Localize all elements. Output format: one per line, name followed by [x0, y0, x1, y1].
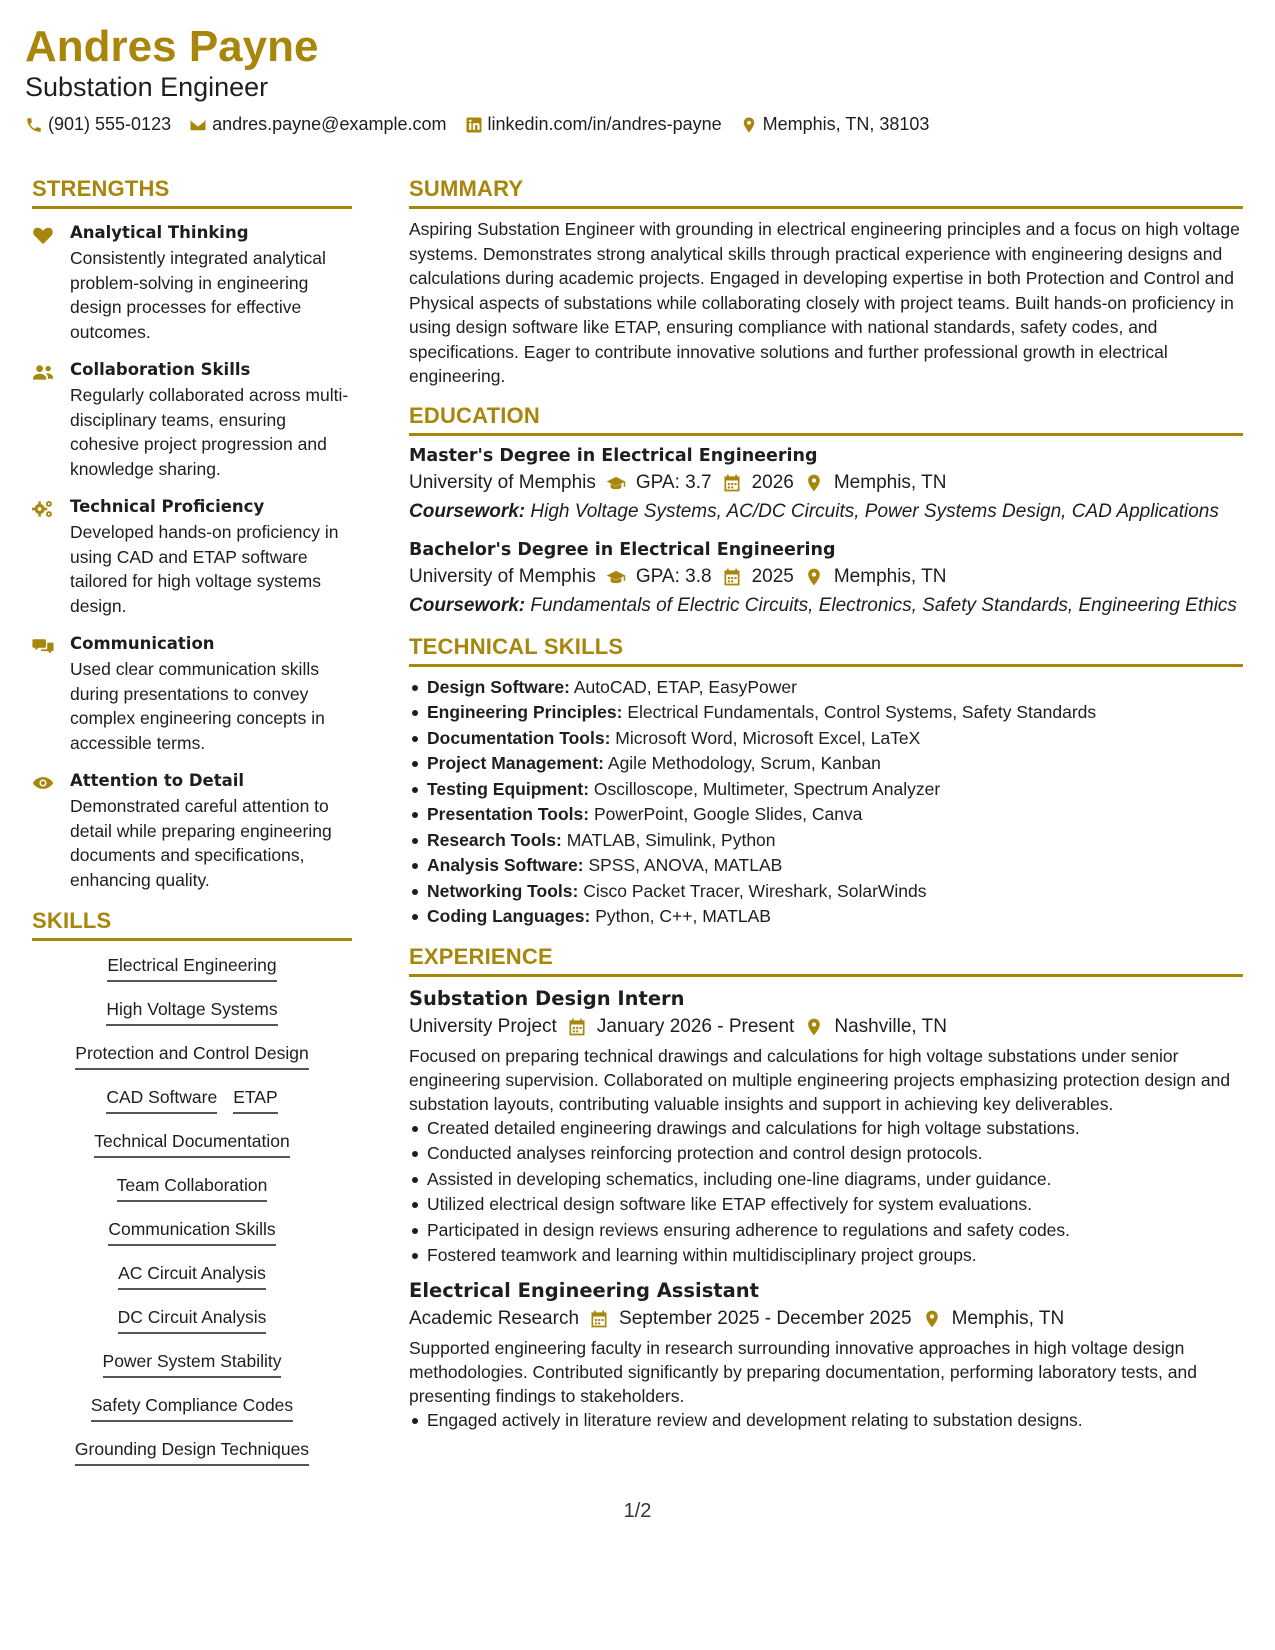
- skill-tag: CAD Software: [106, 1087, 217, 1114]
- job-title: Substation Design Intern: [409, 986, 685, 1010]
- coursework-list: High Voltage Systems, AC/DC Circuits, Power Systems Design, CAD Applications: [530, 500, 1219, 522]
- users-icon: [32, 362, 54, 382]
- strength-item: [32, 223, 352, 344]
- job-item: [409, 1279, 1243, 1434]
- envelope-icon: [189, 116, 207, 134]
- skill-tag: AC Circuit Analysis: [118, 1263, 266, 1290]
- list-item: Engaged actively in literature review and development relating to substation designs.: [409, 1408, 1243, 1434]
- location-text: Memphis, TN, 38103: [762, 114, 930, 134]
- strength-desc: Used clear communication skills during presentations to convey complex engineering concepts in accessible terms.: [70, 659, 325, 753]
- email-text[interactable]: andres.payne@example.com: [212, 114, 447, 134]
- list-item: Assisted in developing schematics, including one-line diagrams, under guidance.: [409, 1167, 1243, 1193]
- contact-linkedin[interactable]: [465, 114, 722, 135]
- phone-text: (901) 555-0123: [48, 114, 172, 134]
- calendar-icon: [567, 1017, 587, 1037]
- job-bullets: [409, 1408, 1243, 1434]
- skills-heading: SKILLS: [32, 908, 352, 941]
- calendar-icon: [589, 1309, 609, 1329]
- job-dates: January 2026 - Present: [596, 1015, 795, 1037]
- strength-desc: Demonstrated careful attention to detail while preparing engineering documents and specifications, enhancing quality.: [70, 796, 332, 890]
- strength-title: Collaboration Skills: [70, 360, 251, 379]
- skill-tag: High Voltage Systems: [106, 999, 277, 1026]
- gpa: GPA: 3.7: [635, 471, 712, 493]
- summary-text: Aspiring Substation Engineer with grounding in electrical engineering principles and a focus on high voltage systems. Demonstrates strong analytical skills through practical experience with engineering designs and calculations during academic projects. Engaged in developing expertise in both Protection and Control and Physical aspects of substations while collaborating closely with project teams. Built hands-on proficiency in using design software like ETAP, ensuring compliance with national standards, safety codes, and specifications. Eager to contribute innovative solutions and further professional growth in electrical engineering.: [409, 219, 1240, 386]
- calendar-icon: [722, 473, 742, 493]
- skill-tag: Safety Compliance Codes: [91, 1395, 293, 1422]
- contact-email[interactable]: [189, 114, 446, 135]
- graduation-cap-icon: [606, 567, 626, 587]
- right-column: [409, 176, 1243, 1443]
- skills-list: [32, 955, 352, 1483]
- strengths-heading: STRENGTHS: [32, 176, 352, 209]
- job-item: [409, 987, 1243, 1269]
- job-meta: [409, 1308, 1243, 1330]
- school-location: Memphis, TN: [833, 471, 947, 493]
- contact-phone: [25, 114, 171, 135]
- job-location: Nashville, TN: [834, 1015, 947, 1037]
- strengths-list: [32, 223, 352, 892]
- job-org: Academic Research: [409, 1307, 580, 1329]
- list-item: Fostered teamwork and learning within multidisciplinary project groups.: [409, 1243, 1243, 1269]
- coursework-label: Coursework:: [409, 594, 526, 616]
- skill-tag: Electrical Engineering: [107, 955, 276, 982]
- job-dates: September 2025 - December 2025: [619, 1307, 912, 1329]
- job-location: Memphis, TN: [951, 1307, 1065, 1329]
- skill-tag: Grounding Design Techniques: [75, 1439, 309, 1466]
- list-item: Analysis Software: SPSS, ANOVA, MATLAB: [409, 853, 1243, 879]
- linkedin-text[interactable]: linkedin.com/in/andres-payne: [487, 114, 722, 134]
- strength-desc: Developed hands-on proficiency in using CAD and ETAP software tailored for high voltage systems design.: [70, 522, 339, 616]
- list-item: Presentation Tools: PowerPoint, Google Slides, Canva: [409, 802, 1243, 828]
- skill-tag: Power System Stability: [103, 1351, 282, 1378]
- map-pin-icon: [804, 567, 824, 587]
- skill-tag: Technical Documentation: [94, 1131, 290, 1158]
- job-description: Focused on preparing technical drawings and calculations for high voltage substations under senior engineering supervision. Collaborated on multiple engineering projects emphasizing protection design and substation layouts, contributing valuable insights and support in achieving key deliverables.: [409, 1045, 1231, 1114]
- coursework-list: Fundamentals of Electric Circuits, Electronics, Safety Standards, Engineering Ethics: [530, 594, 1237, 616]
- list-item: Networking Tools: Cisco Packet Tracer, Wireshark, SolarWinds: [409, 879, 1243, 905]
- linkedin-icon: [465, 116, 483, 134]
- school-name: University of Memphis: [409, 565, 596, 587]
- coursework: [409, 594, 1243, 618]
- map-pin-icon: [804, 1017, 824, 1037]
- degree-title: Bachelor's Degree in Electrical Engineering: [409, 539, 836, 560]
- strength-item: [32, 634, 352, 755]
- gears-icon: [32, 499, 54, 519]
- job-meta: [409, 1016, 1243, 1038]
- phone-icon: [25, 116, 43, 134]
- skill-tag: ETAP: [233, 1087, 277, 1114]
- chat-icon: [32, 636, 54, 656]
- contact-bar: [25, 114, 929, 135]
- calendar-icon: [722, 567, 742, 587]
- map-pin-icon: [740, 116, 758, 134]
- graduation-year: 2026: [751, 471, 794, 493]
- job-title: Electrical Engineering Assistant: [409, 1278, 759, 1302]
- experience-heading: EXPERIENCE: [409, 944, 1243, 977]
- school-location: Memphis, TN: [833, 565, 947, 587]
- skill-tag: Communication Skills: [108, 1219, 275, 1246]
- strength-title: Attention to Detail: [70, 771, 245, 790]
- eye-icon: [32, 773, 54, 793]
- list-item: Participated in design reviews ensuring adherence to regulations and safety codes.: [409, 1218, 1243, 1244]
- education-heading: EDUCATION: [409, 403, 1243, 436]
- skill-tag: Protection and Control Design: [75, 1043, 308, 1070]
- technical-skills-list: [409, 675, 1243, 930]
- summary-heading: SUMMARY: [409, 176, 1243, 209]
- graduation-year: 2025: [751, 565, 794, 587]
- left-column: [32, 176, 352, 1483]
- map-pin-icon: [804, 473, 824, 493]
- coursework: [409, 500, 1243, 524]
- graduation-cap-icon: [606, 473, 626, 493]
- strength-title: Technical Proficiency: [70, 497, 265, 516]
- strength-item: [32, 771, 352, 892]
- strength-item: [32, 360, 352, 481]
- education-item: [409, 446, 1243, 524]
- strength-title: Communication: [70, 634, 215, 653]
- list-item: Testing Equipment: Oscilloscope, Multimeter, Spectrum Analyzer: [409, 777, 1243, 803]
- job-bullets: [409, 1116, 1243, 1269]
- list-item: Research Tools: MATLAB, Simulink, Python: [409, 828, 1243, 854]
- map-pin-icon: [922, 1309, 942, 1329]
- technical-skills-heading: TECHNICAL SKILLS: [409, 634, 1243, 667]
- school-name: University of Memphis: [409, 471, 596, 493]
- list-item: Engineering Principles: Electrical Fundamentals, Control Systems, Safety Standards: [409, 700, 1243, 726]
- skills-section: [32, 908, 352, 1483]
- job-org: University Project: [409, 1015, 557, 1037]
- strength-desc: Regularly collaborated across multi-disciplinary teams, ensuring cohesive project progression and knowledge sharing.: [70, 385, 349, 479]
- education-item: [409, 540, 1243, 618]
- list-item: Utilized electrical design software like ETAP effectively for system evaluations.: [409, 1192, 1243, 1218]
- strength-desc: Consistently integrated analytical problem-solving in engineering design processes for effective outcomes.: [70, 248, 326, 342]
- list-item: Created detailed engineering drawings and calculations for high voltage substations.: [409, 1116, 1243, 1142]
- job-description: Supported engineering faculty in research surrounding innovative approaches in high voltage design methodologies. Contributed significantly by preparing documentation, performing laboratory tests, and presenting findings to stakeholders.: [409, 1337, 1197, 1406]
- coursework-label: Coursework:: [409, 500, 526, 522]
- contact-location: [740, 114, 930, 135]
- candidate-name: Andres Payne: [25, 22, 319, 71]
- list-item: Coding Languages: Python, C++, MATLAB: [409, 904, 1243, 930]
- list-item: Design Software: AutoCAD, ETAP, EasyPower: [409, 675, 1243, 701]
- list-item: Conducted analyses reinforcing protection and control design protocols.: [409, 1141, 1243, 1167]
- list-item: Project Management: Agile Methodology, Scrum, Kanban: [409, 751, 1243, 777]
- education-meta: [409, 566, 1243, 588]
- page-number: 1/2: [623, 1500, 652, 1522]
- skill-tag: Team Collaboration: [117, 1175, 268, 1202]
- education-meta: [409, 472, 1243, 494]
- strength-title: Analytical Thinking: [70, 223, 249, 242]
- gpa: GPA: 3.8: [635, 565, 712, 587]
- heart-icon: [32, 225, 54, 245]
- strength-item: [32, 497, 352, 618]
- degree-title: Master's Degree in Electrical Engineering: [409, 445, 818, 466]
- candidate-role: Substation Engineer: [25, 72, 269, 102]
- list-item: Documentation Tools: Microsoft Word, Microsoft Excel, LaTeX: [409, 726, 1243, 752]
- skill-tag: DC Circuit Analysis: [118, 1307, 267, 1334]
